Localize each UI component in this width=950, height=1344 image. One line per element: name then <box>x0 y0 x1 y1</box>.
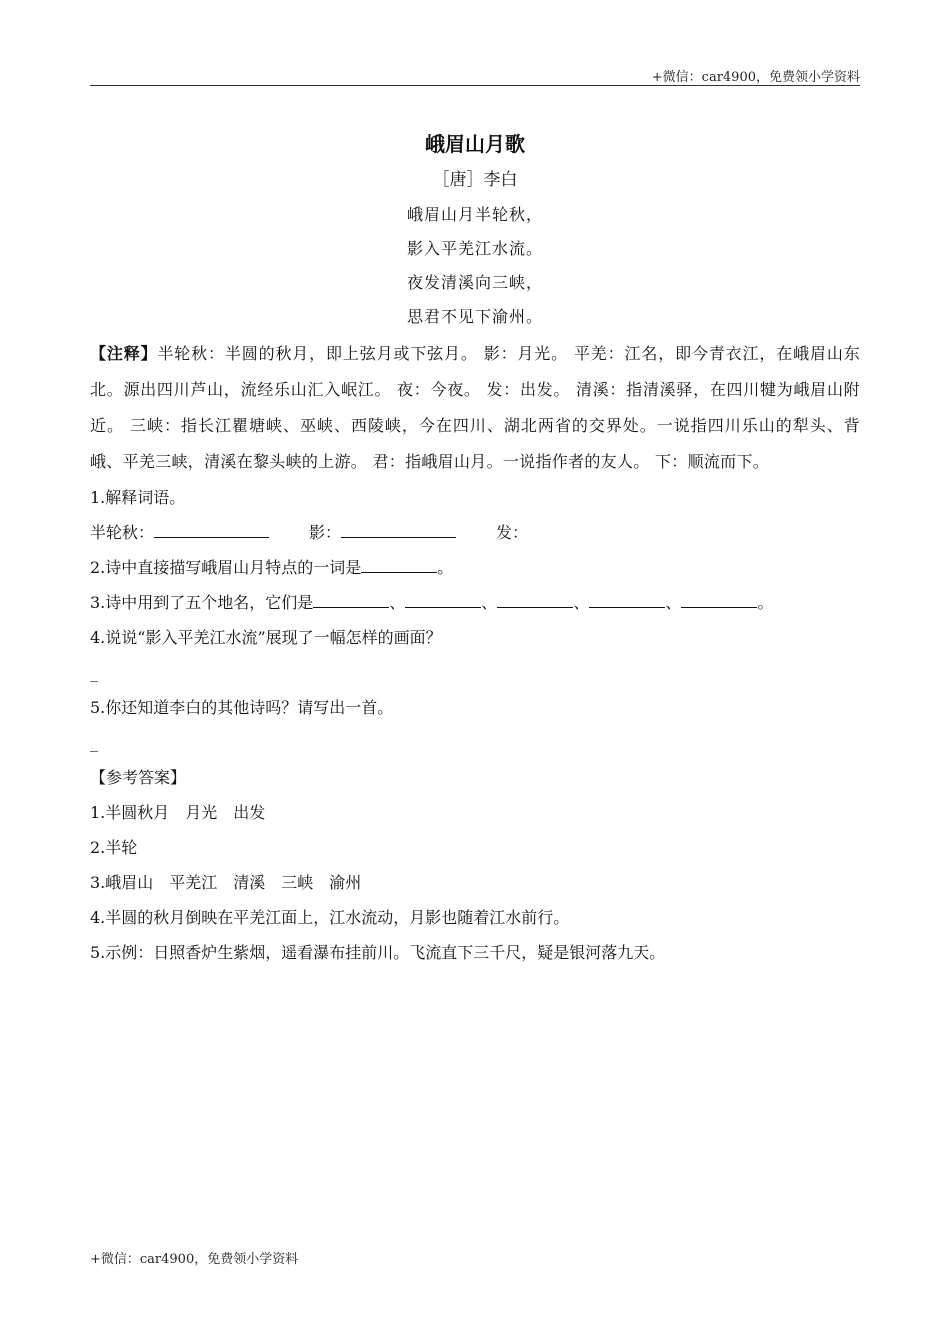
question-2 <box>90 550 860 585</box>
question-5: 5.你还知道李白的其他诗吗？请写出一首。 <box>90 698 394 717</box>
separator: 、 <box>481 593 498 612</box>
annotation-text: 半轮秋：半圆的秋月，即上弦月或下弦月。 影：月光。 平羌：江名，即今青衣江，在峨眉山东北。源出四川芦山，流经乐山汇入岷江。 夜：今夜。 发：出发。 清溪：指清溪驿，在四川犍为峨眉山附近。 三峡：指长江瞿塘峡、巫峡、西陵峡，今在四川、湖北两省的交界处。一说指四川乐山的犁头、背峨、平羌三峡，清溪在黎头峡的上游。 君：指峨眉山月。一说指作者的友人。 下：顺流而下。 <box>90 344 860 471</box>
question-3-text: 3.诗中用到了五个地名，它们是 <box>90 593 314 612</box>
answer-blank[interactable] <box>497 589 573 608</box>
answer-line[interactable]: _ <box>90 733 98 752</box>
poem-title: 峨眉山月歌 <box>425 132 525 156</box>
question-2-text: 2.诗中直接描写峨眉山月特点的一词是 <box>90 558 362 577</box>
answer-blank[interactable] <box>154 519 269 538</box>
question-2-end: 。 <box>437 558 454 577</box>
term-label: 半轮秋： <box>90 523 155 542</box>
poem-line: 夜发清溪向三峡， <box>406 273 543 292</box>
poem-author: ［唐］李白 <box>432 170 518 190</box>
answer-item: 5.示例：日照香炉生紫烟，遥看瀑布挂前川。飞流直下三千尺，疑是银河落九天。 <box>90 943 666 962</box>
question-1-terms <box>90 515 860 550</box>
question-3-end: 。 <box>757 593 774 612</box>
question-4: 4.说说“影入平羌江水流”展现了一幅怎样的画面？ <box>90 628 442 647</box>
answer-key-heading: 【参考答案】 <box>90 768 187 787</box>
answer-blank[interactable] <box>405 589 481 608</box>
answer-item: 3.峨眉山 平羌江 清溪 三峡 渝州 <box>90 873 362 892</box>
annotation-section <box>90 336 860 480</box>
poem-line: 影入平羌江水流。 <box>406 239 543 258</box>
question-1: 1.解释词语。 <box>90 488 186 507</box>
term-label: 影： <box>309 523 342 542</box>
answer-item: 4.半圆的秋月倒映在平羌江面上，江水流动，月影也随着江水前行。 <box>90 908 570 927</box>
answer-blank[interactable] <box>589 589 665 608</box>
question-3 <box>90 585 860 620</box>
annotation-label: 【注释】 <box>90 344 158 363</box>
term-label: 发： <box>496 523 529 542</box>
answer-blank[interactable] <box>681 589 757 608</box>
answer-item: 1.半圆秋月 月光 出发 <box>90 803 266 822</box>
poem-line: 思君不见下渝州。 <box>406 307 543 326</box>
poem-line: 峨眉山月半轮秋， <box>406 205 543 224</box>
separator: 、 <box>665 593 682 612</box>
answer-blank[interactable] <box>341 519 456 538</box>
page-header: +微信：car4900，免费领小学资料 <box>651 70 860 85</box>
answer-item: 2.半轮 <box>90 838 138 857</box>
answer-blank[interactable] <box>361 554 437 573</box>
poem-body <box>90 198 860 334</box>
answer-line[interactable]: _ <box>90 663 98 682</box>
separator: 、 <box>389 593 406 612</box>
page-footer: +微信：car4900，免费领小学资料 <box>90 1252 299 1267</box>
worksheet-content <box>90 128 860 970</box>
header-divider <box>90 85 860 86</box>
separator: 、 <box>573 593 590 612</box>
answer-blank[interactable] <box>313 589 389 608</box>
